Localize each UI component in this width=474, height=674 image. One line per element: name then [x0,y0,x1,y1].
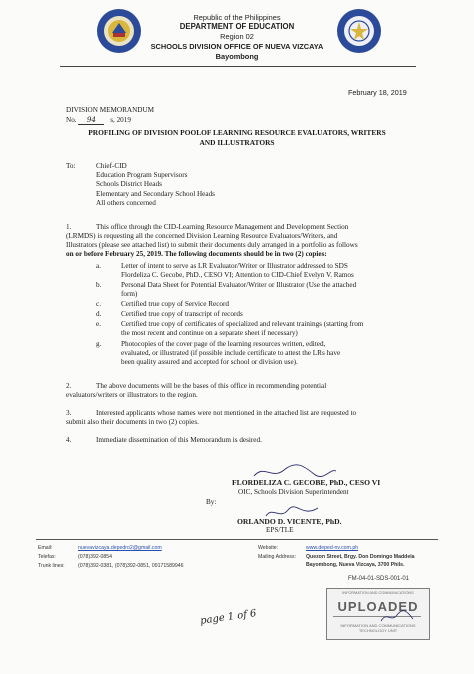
item-letter: e. [96,320,101,328]
p2-number: 2. [66,382,72,390]
item-letter: a. [96,262,101,270]
stamp-bottom-line2: TECHNOLOGY UNIT [358,628,398,633]
website-label: Website: [258,545,279,551]
to-label: To: [66,162,76,170]
item-text [121,320,426,338]
stamp-top-text: INFORMATION AND COMMUNICATIONS [342,591,414,595]
memo-title [55,128,419,147]
item-text [121,262,421,280]
p1-line: This office through the CID-Learning Resource Management and Development Section [96,223,349,231]
memo-number-row [66,115,131,125]
address-label: Mailing Address: [258,554,297,560]
item-line: Certified true copy of transcript of records [121,310,243,318]
recipient-list [96,162,215,208]
p1-line: (LRMDS) is requesting all the concerned Division Learning Resource Evaluators/Writers, and [66,232,338,240]
memo-series: s, 2019 [110,116,131,124]
stamp-main-text: UPLOADED [337,599,419,614]
recipient-item: All others concerned [96,198,156,207]
city-line: Bayombong [215,52,259,61]
p2-line: The above documents will be the bases of this office in recommending potential [96,382,327,390]
signatory-title: OIC, Schools Division Superintendent [238,488,349,496]
item-line: Letter of intent to serve as LR Evaluator/Writer or Illustrator addressed to SDS [121,262,348,270]
handwritten-page-note: page 1 of 6 [199,608,258,627]
recipient-item: Chief-CID [96,162,127,170]
item-letter: g. [96,340,102,348]
stamp-bottom-line1: INFORMATION AND COMMUNICATIONS [340,623,416,628]
address-line1: Quezon Street, Brgy. Don Domingo Maddela [306,554,415,560]
memo-title-line1: PROFILING OF DIVISION POOLOF LEARNING RESOURCE EVALUATORS, WRITERS [88,128,386,137]
recipient-item: Schools District Heads [96,180,162,189]
region-line: Region 02 [220,32,254,41]
item-line: Personal Data Sheet for Potential Evaluator/Writer or Illustrator (Use the attached [121,281,357,289]
country-line: Republic of the Philippines [193,13,281,22]
item-text [121,340,421,368]
address-line2: Bayombong, Nueva Vizcaya, 3700 Phils. [306,562,405,568]
item-line: Certified true copy of Service Record [121,300,229,308]
email-label: Email: [38,545,53,551]
item-line: the most recent and continue on a separate sheet if necessary) [121,329,298,338]
uploaded-stamp [326,588,430,640]
signatory-name: FLORDELIZA C. GECOBE, PhD., CESO VI [232,478,381,487]
item-letter: b. [96,281,102,289]
trunk-value: (078)392-0381, (078)392-0851, 09171589946 [78,563,184,569]
memo-no-value: 94 [78,115,104,125]
memo-title-line2: AND ILLUSTRATORS [199,137,275,147]
telefax-label: Telefax: [38,554,56,560]
item-line: form) [121,290,138,299]
recipient-item: Elementary and Secondary School Heads [96,189,215,198]
p3-line: Interested applicants whose names were not mentioned in the attached list are requested to [96,409,357,417]
item-line: Photocopies of the cover page of the learning resources written, edited, [121,340,326,348]
form-code: FM-04-01-SDS-001-01 [348,576,410,582]
footer-divider [36,539,438,540]
p1-deadline: on or before February 25, 2019. The following documents should be in two (2) copies: [66,250,327,258]
p2-line: evaluators/writers or illustrators to the region. [66,391,198,399]
item-line: Flordeliza C. Gecobe, PhD., CESO VI; Attention to CID-Chief Evelyn V. Ramos [121,271,354,280]
p4-line: Immediate dissemination of this Memorandum is desired. [96,436,262,444]
signatory2-name: ORLANDO D. VICENTE, PhD. [237,517,342,526]
memo-date: February 18, 2019 [348,88,407,97]
stamp-initials-scribble [379,609,415,625]
item-letter: d. [96,310,102,318]
p3-line: submit also their documents in two (2) copies. [66,418,199,426]
p1-line: Illustrators (please see attached list) to submit their documents duly arranged in a portfolio as follows [66,241,358,249]
memo-label: DIVISION MEMORANDUM [66,106,155,114]
recipient-item: Education Program Supervisors [96,171,188,180]
p4-number: 4. [66,436,72,444]
trunk-label: Trunk lines: [38,563,65,569]
signatory2-title: EPS/TLE [266,526,294,534]
item-letter: c. [96,300,101,308]
item-line: evaluated, or illustrated (if possible include certificate to attest the LRs have [121,349,341,358]
memo-no-label: No. [66,116,77,124]
department-line: DEPARTMENT OF EDUCATION [179,22,295,31]
p3-number: 3. [66,409,72,417]
email-link[interactable]: nuevavizcaya.depedro2@gmail.com [78,545,162,551]
item-line: been quality assured and accepted for school or division use). [121,358,298,367]
item-line: Certified true copy of certificates of specialized and relevant trainings (starting from [121,320,364,328]
office-line: SCHOOLS DIVISION OFFICE OF NUEVA VIZCAYA [150,42,324,51]
header-divider [60,66,416,67]
telefax-value: (078)392-0854 [78,554,113,560]
p1-number: 1. [66,223,72,231]
website-link[interactable]: www.deped-nv.com.ph [306,545,359,551]
by-label: By: [206,498,217,506]
item-text [121,281,421,299]
